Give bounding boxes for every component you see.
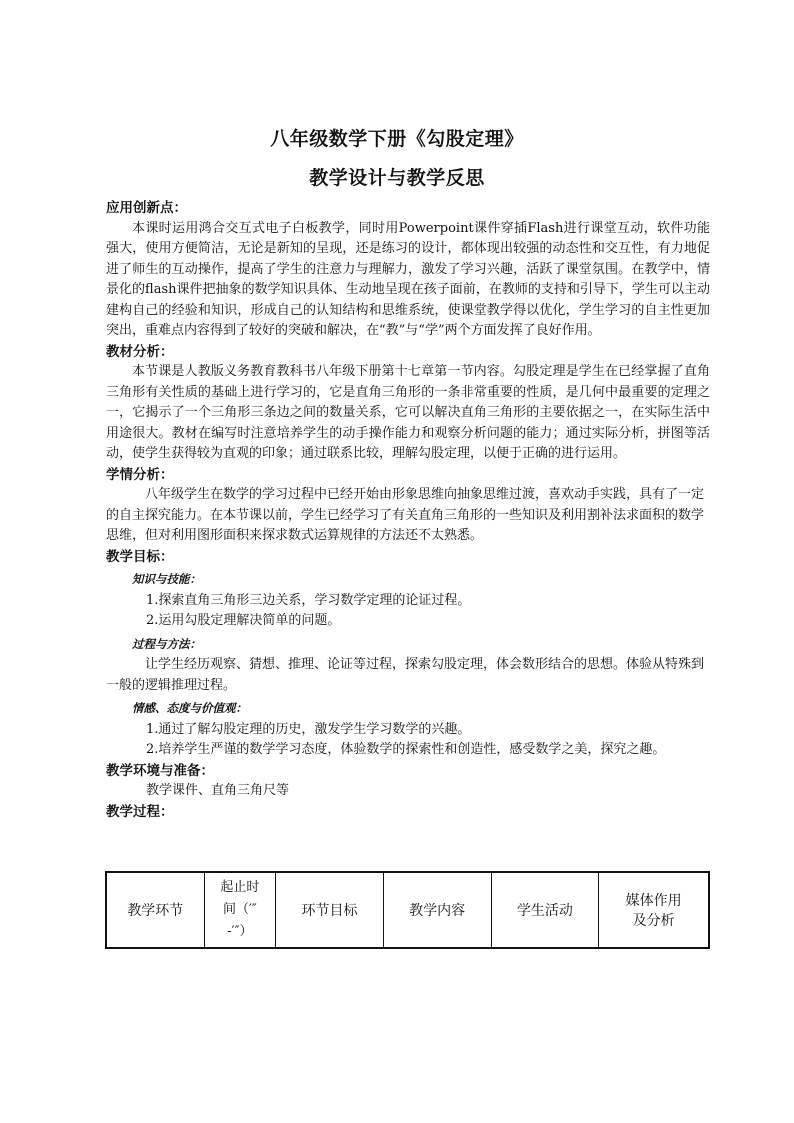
goal-knowledge-label: 知识与技能： — [132, 572, 201, 586]
section-heading-innovation: 应用创新点： — [106, 200, 187, 216]
goal-knowledge-item: 1.探索直角三角形三边关系，学习数学定理的论证过程。 — [146, 592, 471, 608]
goal-emotion-label: 情感、态度与价值观： — [132, 701, 247, 715]
goal-emotion-item: 1.通过了解勾股定理的历史，激发学生学习数学的兴趣。 — [146, 721, 471, 737]
document-title: 八年级数学下册《勾股定理》 — [270, 128, 524, 150]
section-body-material: 本节课是人教版义务教育教科书八年级下册第十七章第一节内容。勾股定理是学生在已经掌握了直角三角形有关性质的基础上进行学习的，它是直角三角形的一条非常重要的性质，是几何中最重要的定理之一，它揭示了一个三角形三条边之间的数量关系，它可以解决直角三角形的主要依据之一，在实际生活中用途很大。教材在编写时注意培养学生的动手操作能力和观察分析问题的能力；通过实际分析，拼图等活动，使学生获得较为直观的印象；通过联系比较，理解勾股定理，以便于正确的进行运用。 — [106, 364, 710, 461]
goal-emotion-item: 2.培养学生严谨的数学学习态度，体验数学的探索性和创造性，感受数学之美，探究之趣。 — [146, 742, 666, 757]
document-body — [106, 198, 710, 822]
section-heading-process: 教学过程： — [106, 803, 174, 820]
media-line: 媒体作用 — [625, 893, 682, 909]
teaching-process-table — [105, 871, 710, 949]
table-header-cell: 学生活动 — [491, 872, 599, 948]
section-body-innovation: 本课时运用鸿合交互式电子白板教学，同时用Powerpoint课件穿插Flash进行课堂互动，软件功能强大，使用方便简洁，无论是新知的呈现，还是练习的设计，都体现出较强的动态性和交互性，有力地促进了师生的互动操作，提高了学生的注意力与理解力，激发了学习兴趣，活跃了课堂氛围。在教学中，情景化的flash课件把抽象的数学知识具体、生动地呈现在孩子面前，在教师的支持和引导下，学生可以主动建构自己的经验和知识，形成自己的认知结构和思维系统，使课堂教学得以优化，学生学习的自主性更加突出，重难点内容得到了较好的突破和解决，在“教”与“学”两个方面发挥了良好作用。 — [106, 220, 710, 338]
goal-process-body: 让学生经历观察、猜想、推理、论证等过程，探索勾股定理，体会数形结合的思想。体验从特殊到一般的逻辑推理过程。 — [106, 657, 705, 693]
section-heading-learner: 学情分析： — [106, 466, 174, 483]
time-line: 起止时 — [220, 880, 260, 895]
goal-knowledge-item: 2.运用勾股定理解决简单的问题。 — [146, 613, 341, 628]
time-line: -′″） — [227, 924, 253, 939]
goal-process-label: 过程与方法： — [132, 636, 201, 651]
section-body-environment: 教学课件、直角三角尺等 — [146, 783, 290, 798]
document-subtitle: 教学设计与教学反思 — [309, 167, 485, 189]
table-header-cell: 教学内容 — [383, 872, 491, 948]
table-header-cell: 环节目标 — [276, 872, 384, 948]
section-heading-environment: 教学环境与准备： — [106, 762, 214, 779]
section-body-learner: 八年级学生在数学的学习过程中已经开始由形象思维向抽象思维过渡，喜欢动手实践，具有了一定的自主探究能力。在本节课以前，学生已经学习了有关直角三角形的一些知识及利用割补法求面积的数学思维，但对利用图形面积来探求数式运算规律的方法还不太熟悉。 — [106, 487, 705, 543]
table-header-row — [106, 872, 709, 948]
section-heading-goals: 教学目标： — [106, 548, 174, 565]
table-header-cell-media — [599, 872, 709, 948]
section-heading-material: 教材分析： — [106, 343, 174, 360]
table-header-cell: 教学环节 — [106, 872, 204, 948]
time-line: 间（′″ — [222, 902, 257, 917]
media-line: 及分析 — [632, 913, 675, 929]
table-header-cell-time — [204, 872, 275, 948]
